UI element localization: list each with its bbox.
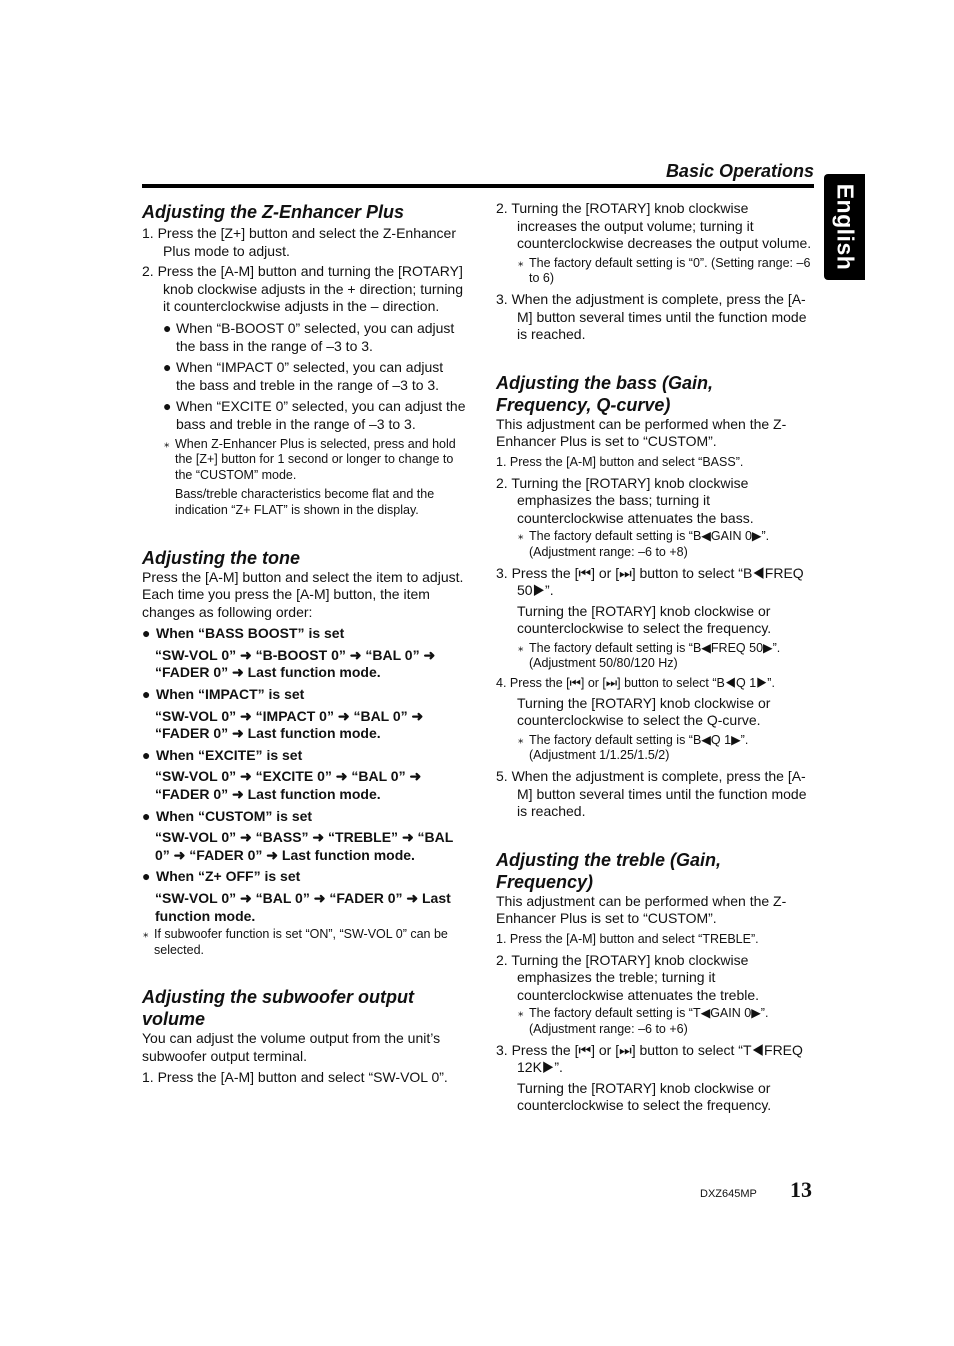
zplus-note-cont: Bass/treble characteristics become flat and the indication “Z+ FLAT” is shown in the display.	[175, 487, 435, 517]
zplus-step-2: 2. Press the [A-M] button and turning the [ROTARY] knob clockwise adjusts in the + direction; turning it counterclockwise adjusts in the – direction.	[142, 263, 463, 315]
bass-note-4: ⁎ The factory default setting is “B◀Q 1▶”. (Adjustment 1/1.25/1.5/2)	[517, 733, 812, 764]
zplus-step-1: 1. Press the [Z+] button and select the Z-Enhancer Plus mode to adjust.	[142, 225, 457, 259]
page-number: 13	[790, 1177, 812, 1202]
tone-zoff-seq: “SW-VOL 0” ➜ “BAL 0” ➜ “FADER 0” ➜ Last function mode.	[155, 890, 451, 924]
footer-model: DXZ645MP	[700, 1188, 757, 1200]
bass-note-2: ⁎ The factory default setting is “B◀GAIN 0▶”. (Adjustment range: –6 to +8)	[517, 529, 812, 560]
zplus-note: ⁎ When Z-Enhancer Plus is selected, press and hold the [Z+] button for 1 second or longer to change to the “CUSTOM” mode.	[163, 437, 466, 484]
zplus-bullet-impact: ● When “IMPACT 0” selected, you can adjust the bass and treble in the range of –3 to 3.	[163, 359, 466, 394]
tone-zoff-head: ● When “Z+ OFF” is set	[142, 868, 466, 886]
language-tab-label: English	[832, 183, 858, 271]
bass-step-4: 4. Press the [⏮] or [⏭] button to select “B◀Q 1▶”.	[496, 676, 775, 691]
left-column	[142, 200, 466, 1086]
zplus-title: Adjusting the Z-Enhancer Plus	[142, 202, 405, 222]
right-column	[496, 200, 812, 1118]
treble-step-1: 1. Press the [A-M] button and select “TREBLE”.	[496, 932, 759, 946]
subwoofer-intro: You can adjust the volume output from the unit’s subwoofer output terminal.	[142, 1030, 441, 1064]
section-header-title: Basic Operations	[665, 161, 814, 181]
bass-step-2: 2. Turning the [ROTARY] knob clockwise emphasizes the bass; turning it counterclockwise attenuates the bass.	[496, 474, 754, 526]
bass-step-3-cont: Turning the [ROTARY] knob clockwise or counterclockwise to select the frequency.	[517, 602, 772, 637]
subwoofer-step-1: 1. Press the [A-M] button and select “SW-VOL 0”.	[142, 1068, 448, 1085]
header-rule	[142, 184, 814, 188]
tone-bassboost-seq: “SW-VOL 0” ➜ “B-BOOST 0” ➜ “BAL 0” ➜ “FADER 0” ➜ Last function mode.	[155, 646, 436, 681]
treble-step-3-cont: Turning the [ROTARY] knob clockwise or counterclockwise to select the frequency.	[517, 1079, 772, 1114]
tone-note: ⁎ If subwoofer function is set “ON”, “SW-VOL 0” can be selected.	[142, 927, 466, 958]
bass-title: Adjusting the bass (Gain, Frequency, Q-curve)	[496, 372, 714, 415]
treble-step-2: 2. Turning the [ROTARY] knob clockwise emphasizes the treble; turning it counterclockwise attenuates the treble.	[496, 951, 760, 1003]
zplus-bullet-excite: ● When “EXCITE 0” selected, you can adjust the bass and treble in the range of –3 to 3.	[163, 398, 466, 433]
bass-step-3: 3. Press the [⏮] or [⏭] button to select “B◀FREQ 50▶”.	[496, 564, 804, 599]
language-tab	[824, 174, 865, 280]
tone-bassboost-head: ● When “BASS BOOST” is set	[142, 625, 466, 643]
subwoofer-note: ⁎ The factory default setting is “0”. (Setting range: –6 to 6)	[517, 256, 812, 287]
bass-step-1: 1. Press the [A-M] button and select “BASS”.	[496, 454, 744, 469]
bass-intro: This adjustment can be performed when the Z-Enhancer Plus is set to “CUSTOM”.	[496, 415, 787, 450]
tone-excite-seq: “SW-VOL 0” ➜ “EXCITE 0” ➜ “BAL 0” ➜ “FADER 0” ➜ Last function mode.	[155, 768, 422, 803]
tone-impact-seq: “SW-VOL 0” ➜ “IMPACT 0” ➜ “BAL 0” ➜ “FADER 0” ➜ Last function mode.	[155, 707, 424, 742]
tone-excite-head: ● When “EXCITE” is set	[142, 747, 466, 765]
treble-note-2: ⁎ The factory default setting is “T◀GAIN 0▶”. (Adjustment range: –6 to +6)	[517, 1006, 812, 1037]
bass-step-4-cont: Turning the [ROTARY] knob clockwise or counterclockwise to select the Q-curve.	[517, 694, 771, 729]
zplus-bullet-boost: ● When “B-BOOST 0” selected, you can adjust the bass in the range of –3 to 3.	[163, 320, 466, 355]
tone-impact-head: ● When “IMPACT” is set	[142, 686, 466, 704]
treble-title: Adjusting the treble (Gain, Frequency)	[496, 849, 722, 892]
bass-note-3: ⁎ The factory default setting is “B◀FREQ 50▶”. (Adjustment 50/80/120 Hz)	[517, 641, 812, 672]
subwoofer-step-2: 2. Turning the [ROTARY] knob clockwise increases the output volume; turning it counterclockwise decreases the output volume.	[496, 200, 812, 252]
treble-step-3: 3. Press the [⏮] or [⏭] button to select “T◀FREQ 12K▶”.	[496, 1041, 803, 1076]
treble-intro: This adjustment can be performed when the Z-Enhancer Plus is set to “CUSTOM”.	[496, 892, 787, 927]
bass-step-5: 5. When the adjustment is complete, press the [A-M] button several times until the function mode is reached.	[496, 768, 807, 820]
subwoofer-title: Adjusting the subwoofer output volume	[142, 987, 414, 1030]
tone-title: Adjusting the tone	[142, 547, 300, 568]
tone-custom-seq: “SW-VOL 0” ➜ “BASS” ➜ “TREBLE” ➜ “BAL 0” ➜ “FADER 0” ➜ Last function mode.	[155, 829, 454, 863]
subwoofer-step-3: 3. When the adjustment is complete, press the [A-M] button several times until the function mode is reached.	[496, 290, 807, 343]
tone-intro: Press the [A-M] button and select the item to adjust. Each time you press the [A-M] button, the item changes as following order:	[142, 568, 464, 620]
tone-custom-head: ● When “CUSTOM” is set	[142, 808, 466, 826]
